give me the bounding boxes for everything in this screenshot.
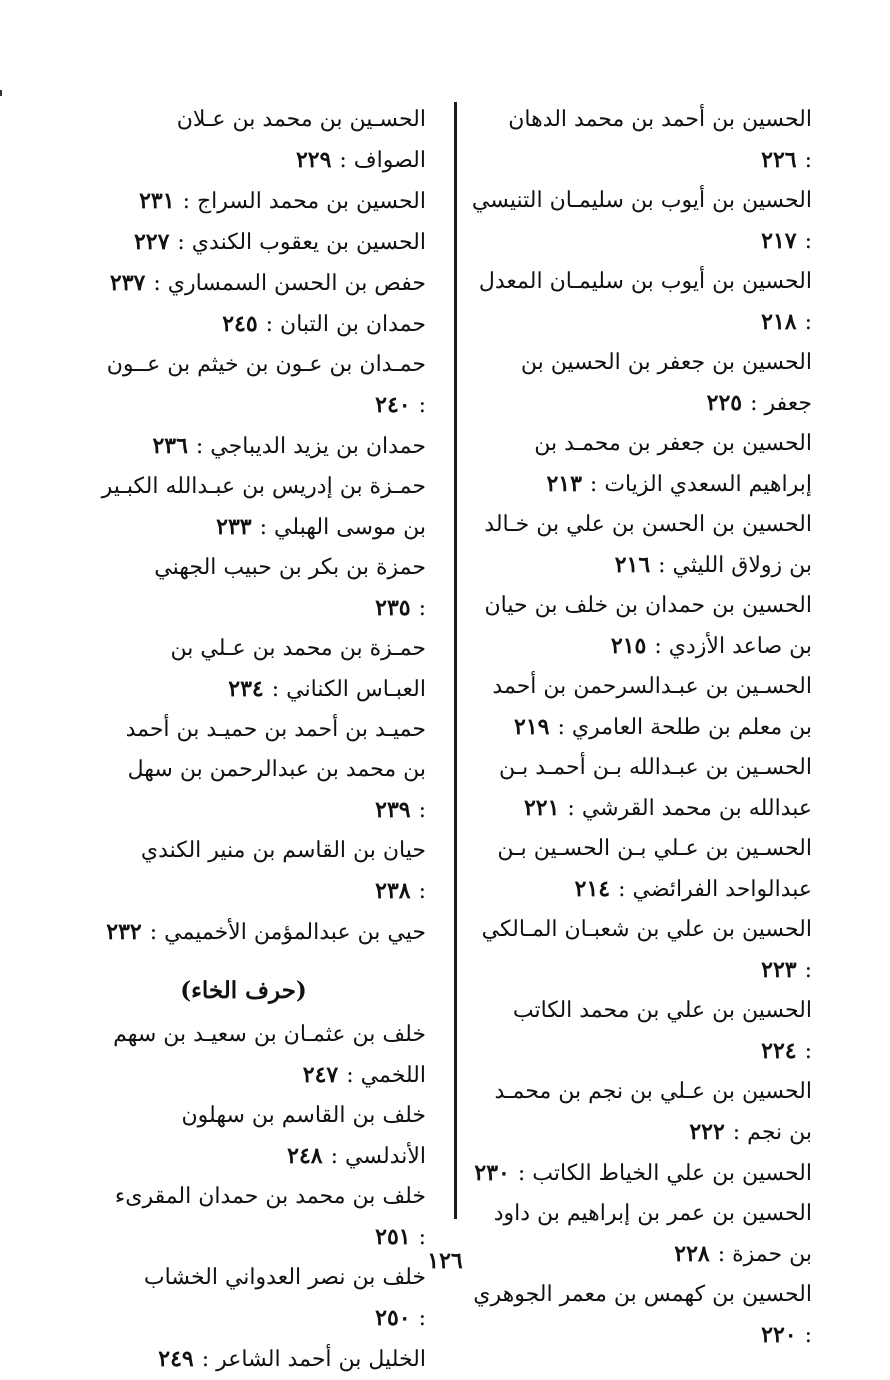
entry-number: ٢١٧ <box>761 228 797 254</box>
entry-number: ٢٣١ <box>139 188 175 214</box>
index-entry <box>467 100 812 181</box>
entry-number: ٢٣٠ <box>474 1160 510 1186</box>
index-entry <box>101 629 426 710</box>
entry-name: الحسين بن جعفر بن محمـد بن إبراهيم السعدي الزيات : <box>534 431 812 497</box>
index-entry <box>101 548 426 629</box>
entry-number: ٢١٩ <box>514 714 550 740</box>
entry-name: الحسين بن عـلي بن نجم بن محمـد بن نجم : <box>494 1079 812 1145</box>
index-entry <box>101 100 426 181</box>
entry-number: ٢٤٨ <box>287 1143 323 1169</box>
entry-name: الحسين بن أحمد بن محمد الدهان : <box>508 107 812 173</box>
entry-number: ٢٢٩ <box>295 147 332 173</box>
index-entry <box>467 262 812 343</box>
entry-name: الحسـين بن محمد بن عـلان الصواف : <box>176 107 426 173</box>
entry-number: ٢٣٩ <box>375 797 411 823</box>
entry-name: الحسين بن عمر بن إبراهيم بن داود بن حمزة : <box>493 1201 812 1267</box>
entry-number: ٢٢٥ <box>706 390 743 416</box>
entry-number: ٢٤٠ <box>375 392 411 418</box>
entry-name: حمـزة بن محمد بن عـلي بن العبـاس الكناني : <box>170 636 426 702</box>
index-entry <box>467 667 812 748</box>
index-entry <box>101 345 426 426</box>
entry-number: ٢١٥ <box>610 633 647 659</box>
entry-name: الحسين بن محمد السراج : <box>182 189 426 214</box>
entry-name: خلف بن القاسم بن سهلون الأندلسي : <box>181 1103 426 1169</box>
page-number: ١٢٦ <box>427 1248 463 1274</box>
index-entry <box>467 1072 812 1153</box>
index-entry <box>467 505 812 586</box>
entry-number: ٢١٦ <box>614 552 651 578</box>
index-entry <box>467 1275 812 1356</box>
entry-number: ٢٢٤ <box>761 1038 797 1064</box>
entry-name: حيان بن القاسم بن منير الكندي : <box>140 838 426 904</box>
entry-number: ٢٢٧ <box>133 229 170 255</box>
index-entry <box>101 912 426 953</box>
index-entry <box>101 222 426 263</box>
index-entry <box>101 1015 426 1096</box>
index-entry <box>467 910 812 991</box>
entry-number: ٢٣٧ <box>109 270 146 296</box>
entry-name: حمـدان بن عـون بن خيثم بن عــون : <box>106 352 426 418</box>
entry-name: الحسين بن حمدان بن خلف بن حيان بن صاعد الأزدي : <box>484 593 812 659</box>
index-entry <box>467 181 812 262</box>
entry-name: الحسين بن يعقوب الكندي : <box>177 230 426 255</box>
entry-number: ٢٣٣ <box>216 514 252 540</box>
entry-name: الحسـين بن عبـدالله بـن أحمـد بـن عبدالله بن محمد القرشي : <box>498 755 812 821</box>
entry-name: حمدان بن التبان : <box>265 312 426 337</box>
index-entry <box>101 1177 426 1258</box>
entry-number: ٢١٣ <box>546 471 582 497</box>
entry-name: الحسين بن جعفر بن الحسين بن جعفر : <box>520 350 812 416</box>
section-heading: (حرف الخاء) <box>180 977 307 1004</box>
entry-name: الحسين بن الحسن بن علي بن خـالد بن زولاق الليثي : <box>484 512 812 578</box>
entry-name: الخليل بن أحمد الشاعر : <box>201 1347 426 1372</box>
entry-number: ٢٣٢ <box>106 919 142 945</box>
index-entry <box>467 991 812 1072</box>
entry-name: الحسـين بن عبـدالسرحمن بن أحمد بن معلم بن طلحة العامري : <box>492 674 812 740</box>
entry-name: الحسين بن علي الخياط الكاتب : <box>517 1161 812 1186</box>
entry-name: حيي بن عبدالمؤمن الأخميمي : <box>149 920 426 945</box>
entry-number: ٢٢٦ <box>761 147 797 173</box>
entry-name: خلف بن نصر العدواني الخشاب : <box>143 1265 426 1331</box>
entry-number: ٢٣٦ <box>152 433 188 459</box>
index-entry <box>101 304 426 345</box>
entry-name: خلف بن عثمـان بن سعيـد بن سهم اللخمي : <box>113 1022 426 1088</box>
index-entry <box>101 831 426 912</box>
entry-name: الحسين بن أيوب بن سليمـان المعدل : <box>478 269 812 335</box>
index-entry <box>101 1096 426 1177</box>
entry-number: ٢٣٨ <box>375 878 411 904</box>
index-entry <box>467 1153 812 1194</box>
entry-number: ٢٢٨ <box>674 1241 710 1267</box>
entry-number: ٢٤٧ <box>302 1062 339 1088</box>
entry-number: ٢١٤ <box>574 876 611 902</box>
entry-name: الحسين بن كهمس بن معمر الجوهري : <box>473 1282 812 1348</box>
entry-number: ٢٥٠ <box>375 1305 411 1331</box>
entry-number: ٢٥١ <box>375 1224 411 1250</box>
entry-name: الحسـين بن عـلي بـن الحسـين بـن عبدالواحد الفرائضي : <box>497 836 812 902</box>
index-entry <box>101 263 426 304</box>
entry-name: الحسين بن علي بن شعبـان المـالكي : <box>481 917 812 983</box>
entry-number: ٢٣٥ <box>375 595 411 621</box>
entry-name: حمدان بن يزيد الديباجي : <box>195 434 426 459</box>
entry-number: ٢٢١ <box>523 795 560 821</box>
scan-edge-mark <box>0 90 2 96</box>
index-entry <box>101 181 426 222</box>
index-entry <box>101 1339 426 1380</box>
column-divider <box>454 102 457 1219</box>
index-entry <box>467 343 812 424</box>
index-entry <box>467 829 812 910</box>
index-entry <box>101 426 426 467</box>
entry-name: خلف بن محمد بن حمدان المقرىء : <box>114 1184 426 1250</box>
entry-number: ٢١٨ <box>761 309 797 335</box>
right-column <box>467 100 812 1356</box>
entry-name: حميـد بن أحمد بن حميـد بن أحمد بن محمد بن عبدالرحمن بن سهل : <box>125 717 426 823</box>
entry-number: ٢٢٢ <box>689 1119 725 1145</box>
left-column <box>101 100 426 1380</box>
entry-name: حمـزة بن إدريس بن عبـدالله الكبـير بن موسى الهبلي : <box>101 474 426 540</box>
index-entry <box>101 710 426 831</box>
entry-name: حمزة بن بكر بن حبيب الجهني : <box>154 555 426 621</box>
index-entry <box>467 424 812 505</box>
entry-number: ٢٢٠ <box>761 1322 797 1348</box>
index-entry <box>467 748 812 829</box>
entry-name: الحسين بن علي بن محمد الكاتب : <box>512 998 812 1064</box>
entry-name: الحسين بن أيوب بن سليمـان التنيسي : <box>471 188 812 254</box>
entry-number: ٢٢٣ <box>761 957 797 983</box>
entry-name: حفص بن الحسن السمساري : <box>153 271 426 296</box>
index-entry <box>467 586 812 667</box>
entry-number: ٢٤٥ <box>222 311 258 337</box>
entry-number: ٢٣٤ <box>228 676 264 702</box>
entry-number: ٢٤٩ <box>158 1346 194 1372</box>
index-entry <box>101 467 426 548</box>
